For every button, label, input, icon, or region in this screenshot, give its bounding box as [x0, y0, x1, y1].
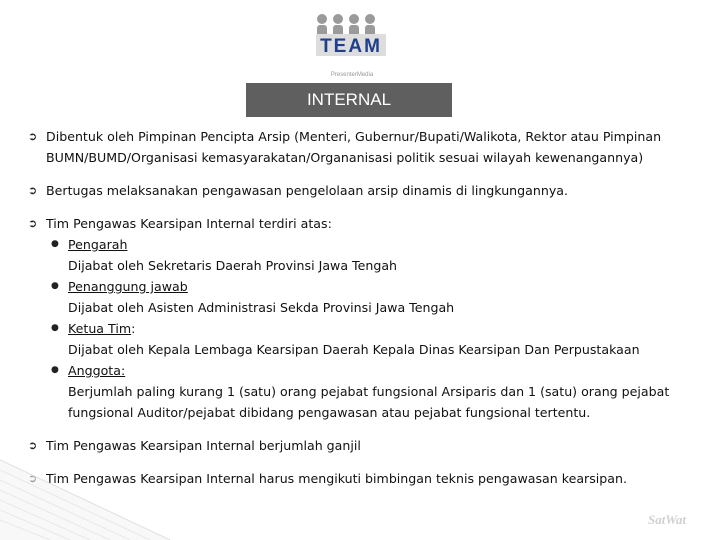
sub-item-desc: Dijabat oleh Asisten Administrasi Sekda Provinsi Jawa Tengah [68, 300, 455, 315]
section-banner [246, 83, 452, 117]
list-item [28, 180, 708, 201]
arrow-bullet-icon: ➲ [28, 439, 38, 452]
sub-item-label: Penanggung jawab [68, 279, 188, 294]
sub-item-label: Ketua Tim [68, 321, 132, 336]
bullet-dot-icon: ● [51, 323, 59, 333]
bullet-dot-icon: ● [51, 365, 59, 375]
list-item [28, 126, 708, 168]
sub-item-suffix: : [131, 321, 136, 336]
sub-list-item [28, 234, 708, 276]
bullet-dot-icon: ● [51, 281, 59, 291]
team-people-icon [312, 10, 392, 82]
watermark-logo: SatWat [648, 512, 687, 527]
sub-list-item [28, 360, 708, 423]
logo-text: TEAM [320, 36, 382, 57]
sub-item-label: Pengarah [68, 237, 128, 252]
logo-subtext: PresenterMedia [330, 72, 374, 78]
sub-item-desc: Dijabat oleh Kepala Lembaga Kearsipan Daerah Kepala Dinas Kearsipan Dan Perpustakaan [68, 342, 640, 357]
arrow-bullet-icon: ➲ [28, 217, 38, 230]
list-item-text: Dibentuk oleh Pimpinan Pencipta Arsip (Menteri, Gubernur/Bupati/Walikota, Rektor atau Pimpinan BUMN/BUMD/Organisasi kemasyarakatan/Organanisasi politik sesuai wilayah kewenangannya) [46, 129, 662, 165]
list-item-text: Tim Pengawas Kearsipan Internal terdiri atas: [46, 216, 332, 231]
sub-item-desc: Dijabat oleh Sekretaris Daerah Provinsi Jawa Tengah [68, 258, 398, 273]
sub-item-desc: Berjumlah paling kurang 1 (satu) orang pejabat fungsional Arsiparis dan 1 (satu) orang pejabat fungsional Auditor/pejabat dibidang pengawasan atau pejabat fungsional tertentu. [68, 384, 670, 420]
list-item-text: Tim Pengawas Kearsipan Internal berjumlah ganjil [46, 438, 361, 453]
decorative-diagonal-lines [0, 440, 720, 540]
list-item-text: Bertugas melaksanakan pengawasan pengelolaan arsip dinamis di lingkungannya. [46, 183, 569, 198]
sub-list-item [28, 276, 708, 318]
list-item [28, 213, 708, 423]
sub-item-label: Anggota: [68, 363, 126, 378]
arrow-bullet-icon: ➲ [28, 130, 38, 143]
banner-title: INTERNAL [306, 90, 392, 109]
sub-list-item [28, 318, 708, 360]
arrow-bullet-icon: ➲ [28, 184, 38, 197]
bullet-dot-icon: ● [51, 239, 59, 249]
sub-list [28, 234, 708, 423]
list-item-text: Tim Pengawas Kearsipan Internal harus mengikuti bimbingan teknis pengawasan kearsipan. [46, 471, 627, 486]
team-logo [312, 10, 392, 82]
